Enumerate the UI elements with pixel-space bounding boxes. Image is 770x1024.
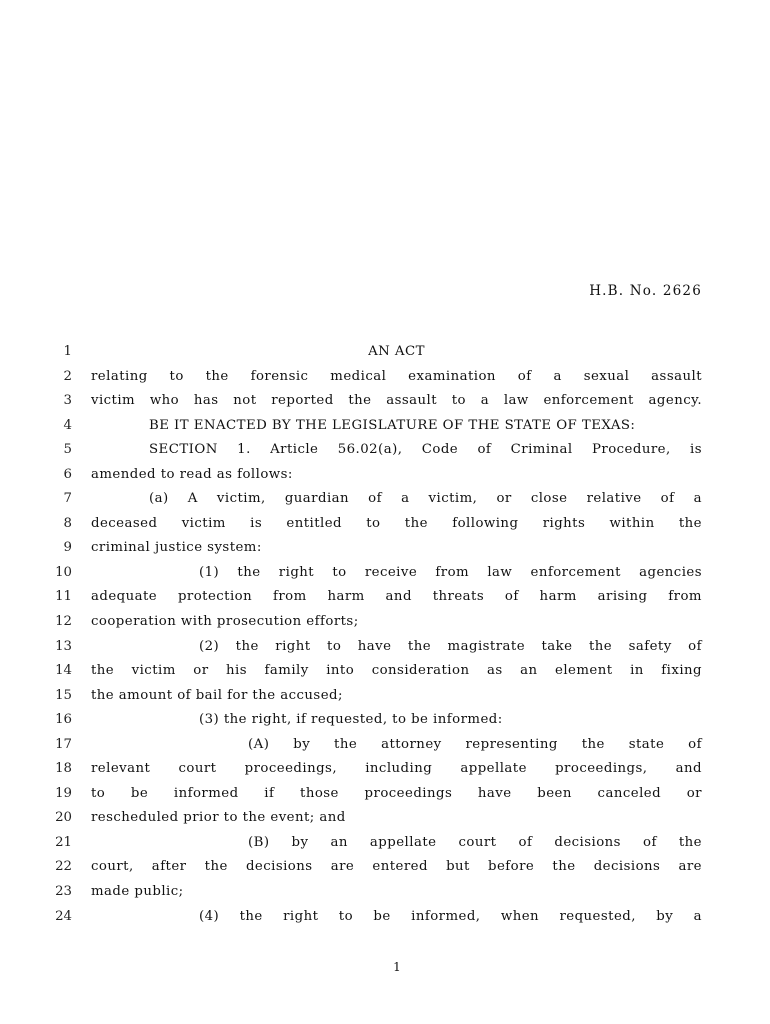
line-number: 17: [55, 736, 72, 752]
line-4: [0, 416, 770, 441]
line-number: 2: [63, 368, 72, 384]
line-text: adequate protection from harm and threats of harm arising from: [91, 589, 702, 605]
line-5: [0, 440, 770, 465]
line-18: [0, 759, 770, 784]
line-number: 23: [55, 884, 72, 900]
line-20: [0, 808, 770, 833]
line-text: amended to read as follows:: [91, 466, 293, 482]
line-number: 1: [63, 344, 72, 359]
bill-number: H.B. No. 2626: [589, 283, 702, 299]
line-9: [0, 538, 770, 563]
line-text: (3) the right, if requested, to be informed:: [199, 712, 503, 728]
line-number: 8: [63, 515, 72, 531]
line-number: 9: [63, 540, 72, 556]
line-text: the victim or his family into consideration as an element in fixing: [91, 663, 702, 679]
line-6: [0, 465, 770, 490]
line-number: 3: [63, 393, 72, 409]
line-text: (a) A victim, guardian of a victim, or close relative of a: [149, 491, 702, 507]
line-number: 7: [63, 491, 72, 507]
line-text: made public;: [91, 884, 184, 900]
line-17: [0, 735, 770, 760]
line-13: [0, 637, 770, 662]
line-number: 11: [55, 589, 72, 605]
line-12: [0, 612, 770, 637]
line-7: [0, 489, 770, 514]
line-text: (1) the right to receive from law enforcement agencies: [199, 564, 702, 580]
line-number: 4: [63, 417, 72, 433]
line-number: 24: [55, 908, 72, 924]
line-10: [0, 563, 770, 588]
line-number: 18: [55, 761, 72, 777]
line-number: 16: [55, 712, 72, 728]
line-text: (2) the right to have the magistrate take the safety of: [199, 638, 702, 654]
line-21: [0, 833, 770, 858]
line-text: criminal justice system:: [91, 540, 262, 556]
document-body: [0, 342, 770, 931]
line-14: [0, 661, 770, 686]
line-text: (4) the right to be informed, when requested, by a: [199, 908, 702, 924]
line-text: relevant court proceedings, including appellate proceedings, and: [91, 761, 702, 777]
line-number: 15: [55, 687, 72, 703]
line-text: (B) by an appellate court of decisions of the: [248, 834, 702, 850]
line-24: [0, 907, 770, 932]
line-number: 21: [55, 834, 72, 850]
line-number: 6: [63, 466, 72, 482]
line-number: 22: [55, 859, 72, 875]
page-number: 1: [393, 960, 401, 974]
line-text: court, after the decisions are entered but before the decisions are: [91, 859, 702, 875]
line-11: [0, 587, 770, 612]
line-number: 12: [55, 614, 72, 630]
line-8: [0, 514, 770, 539]
line-number: 19: [55, 785, 72, 801]
line-text: victim who has not reported the assault to a law enforcement agency.: [91, 393, 702, 409]
line-number: 14: [55, 663, 72, 679]
enacting-clause: BE IT ENACTED BY THE LEGISLATURE OF THE STATE OF TEXAS:: [149, 417, 636, 433]
line-2: [0, 367, 770, 392]
line-number: 10: [55, 564, 72, 580]
line-3: [0, 391, 770, 416]
line-23: [0, 882, 770, 907]
line-text: to be informed if those proceedings have been canceled or: [91, 785, 702, 801]
line-15: [0, 686, 770, 711]
line-1: [0, 342, 770, 367]
line-text: deceased victim is entitled to the following rights within the: [91, 515, 702, 531]
line-22: [0, 857, 770, 882]
line-text: rescheduled prior to the event; and: [91, 810, 346, 826]
line-number: 13: [55, 638, 72, 654]
section-heading: SECTION 1. Article 56.02(a), Code of Criminal Procedure, is: [149, 442, 702, 458]
line-text: relating to the forensic medical examination of a sexual assault: [91, 368, 702, 384]
line-text: cooperation with prosecution efforts;: [91, 614, 359, 630]
act-title: AN ACT: [368, 344, 425, 359]
line-19: [0, 784, 770, 809]
line-16: [0, 710, 770, 735]
line-number: 20: [55, 810, 72, 826]
line-text: (A) by the attorney representing the state of: [248, 736, 702, 752]
line-text: the amount of bail for the accused;: [91, 687, 343, 703]
line-number: 5: [63, 442, 72, 458]
